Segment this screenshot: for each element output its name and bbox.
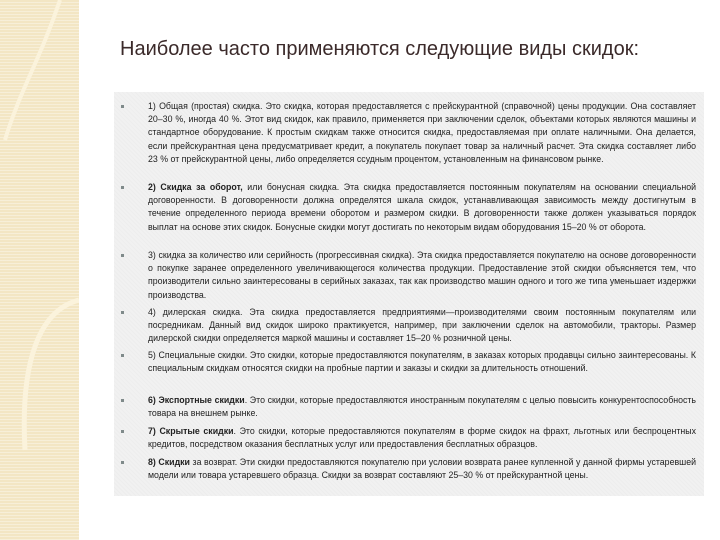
bullet-icon <box>121 186 124 189</box>
list-item: 4) дилерская скидка. Эта скидка предоставляется предприятиями—производителями своим постоянным покупателям или посредникам. Данный вид скидок широко практикуется, например, при заключении сделок на автомобили, тракторы. Размер дилерской скидки определяется маркой машины и составляет 15–20 % розничной цены. <box>148 306 696 346</box>
decorative-curves <box>0 0 79 540</box>
bullet-icon <box>121 354 124 357</box>
list-item: 5) Специальные скидки. Это скидки, которые предоставляются покупателям, в заказах которых продавцы сильно заинтересованы. К специальным скидкам относятся скидки на пробные партии и заказы и скидки за длительность отношений. <box>148 349 696 375</box>
bullet-icon <box>121 430 124 433</box>
bullet-icon <box>121 399 124 402</box>
bullet-icon <box>121 311 124 314</box>
slide-title: Наиболее часто применяются следующие виды скидок: <box>120 38 640 60</box>
bullet-icon <box>121 105 124 108</box>
list-item: 7) Скрытые скидки. Это скидки, которые предоставляются покупателям в форме скидок на фрахт, льготных или беспроцентных кредитов, посредством оказания бесплатных услуг или предоставления бесплатных образцов. <box>148 425 696 451</box>
decorative-side-strip <box>0 0 79 540</box>
list-item: 3) скидка за количество или серийность (прогрессивная скидка). Эта скидка предоставляется покупателю на основе договоренности о покупке заранее определенного увеличивающегося количества продукции. Предоставление этой скидки объясняется тем, что производители сильно заинтересованы в серийных заказах, так как производство машин одного и того же типа уменьшает издержки производства. <box>148 249 696 302</box>
bullet-icon <box>121 461 124 464</box>
list-item: 2) Скидка за оборот, или бонусная скидка. Эта скидка предоставляется постоянным покупателям на основании специальной договоренности. В договоренности должна определятся шкала скидок, устанавливающая зависимость между достигнутым в течение определенного периода времени оборотом и размером скидки. В договоренности также должен указываться порядок выплат на основе этих скидок. Бонусные скидки могут достигать по некоторым видам оборудования 15–20 % от оборота. <box>148 181 696 234</box>
bullet-icon <box>121 254 124 257</box>
list-item: 1) Общая (простая) скидка. Это скидка, которая предоставляется с прейскурантной (справочной) цены продукции. Она составляет 20–30 %, иногда 40 %. Этот вид скидок, как правило, применяется при заключении сделок, объектами которых являются машины и стандартное оборудование. К простым скидкам также относится скидка, предоставляемая при оплате наличными. Она делается, если прейскурантная цена предусматривает кредит, а покупатель покупает товар за наличный расчет. Эта скидка составляет либо 23 % от прейскурантной цены, либо определяется ссудным процентом, установленным на финансовом рынке. <box>148 100 696 166</box>
list-item: 6) Экспортные скидки. Это скидки, которые предоставляются иностранным покупателям с целью повысить конкурентоспособность товара на внешнем рынке. <box>148 394 696 420</box>
list-item: 8) Скидки за возврат. Эти скидки предоставляются покупателю при условии возврата ранее купленной у данной фирмы устаревшей модели или товара устаревшего образца. Скидки за возврат составляют 25–30 % от прейскурантной цены. <box>148 456 696 482</box>
